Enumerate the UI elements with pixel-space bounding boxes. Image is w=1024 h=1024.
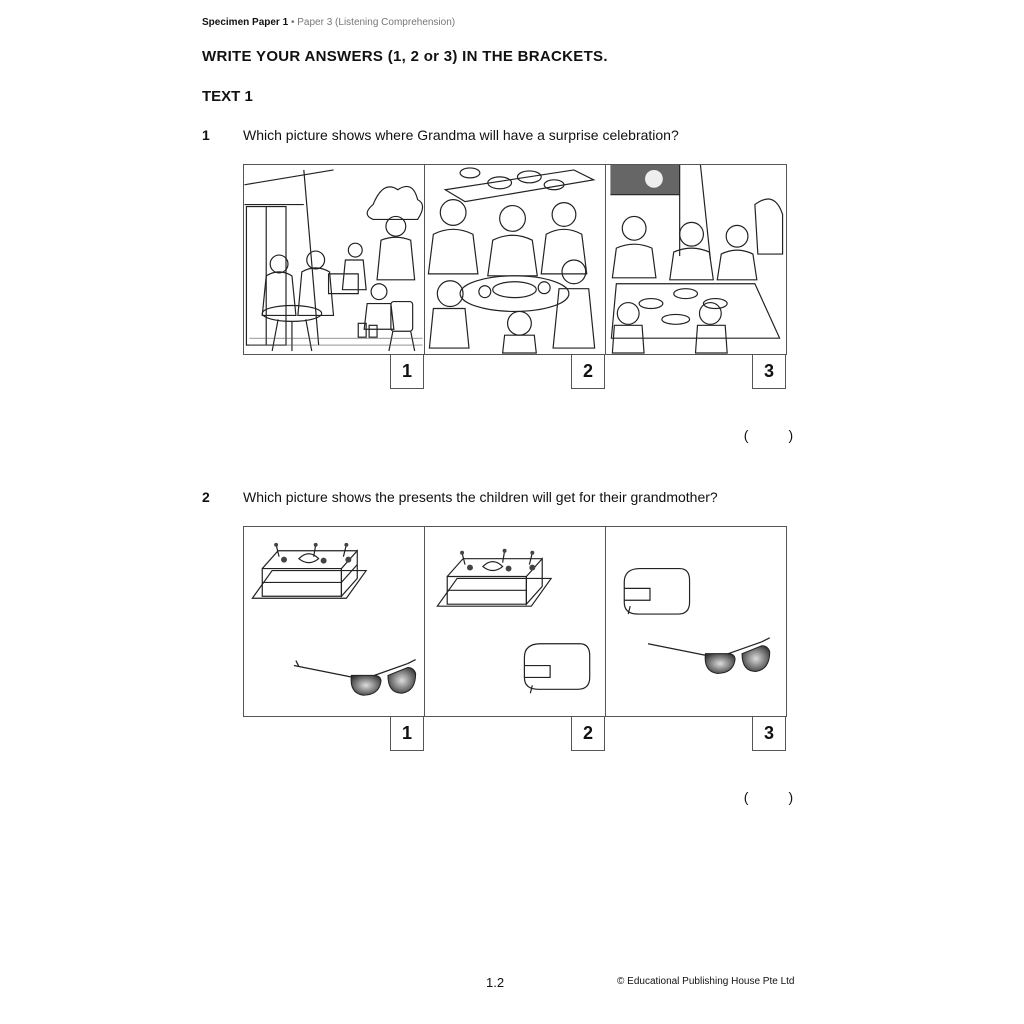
q2-option-2-box[interactable]: 2	[571, 717, 605, 751]
restaurant-scene-icon	[425, 165, 605, 354]
q2-answer-bracket[interactable]	[736, 773, 793, 805]
cake-and-wallet-icon	[425, 527, 605, 716]
q2-picture-2-cake-wallet[interactable]	[425, 527, 606, 743]
question-1-number: 1	[202, 127, 210, 143]
q1-option-2-box[interactable]: 2	[571, 355, 605, 389]
cake-and-sunglasses-icon	[244, 527, 424, 716]
q1-picture-2-restaurant[interactable]	[425, 165, 606, 381]
question-1-pictures	[243, 164, 787, 381]
q1-option-1-box[interactable]: 1	[390, 355, 424, 389]
question-2-text: Which picture shows the presents the children will get for their grandmother?	[243, 489, 718, 505]
q1-picture-3-home-dinner[interactable]	[606, 165, 786, 381]
question-1-text: Which picture shows where Grandma will have a surprise celebration?	[243, 127, 679, 143]
q2-bracket-open: (	[743, 789, 749, 805]
section-label: Paper 3	[297, 17, 333, 28]
q2-picture-1-cake-sunglasses[interactable]	[244, 527, 425, 743]
home-dinner-scene-icon	[606, 165, 786, 354]
copyright-notice: © Educational Publishing House Pte Ltd	[617, 976, 795, 987]
question-2-pictures	[243, 526, 787, 743]
paper-label: Specimen Paper 1	[202, 17, 289, 28]
q1-option-3-box[interactable]: 3	[752, 355, 786, 389]
q1-answer-bracket[interactable]	[736, 411, 793, 443]
q2-option-3-box[interactable]: 3	[752, 717, 786, 751]
wallet-and-sunglasses-icon	[606, 527, 786, 716]
question-2-number: 2	[202, 489, 210, 505]
header-bullet: •	[290, 17, 295, 28]
section-detail: (Listening Comprehension)	[335, 17, 456, 28]
text-label: TEXT 1	[202, 88, 253, 105]
barbecue-scene-icon	[244, 165, 424, 354]
q2-bracket-close: )	[788, 789, 794, 805]
q2-picture-3-wallet-sunglasses[interactable]	[606, 527, 786, 743]
running-header	[202, 17, 455, 28]
q1-bracket-close: )	[788, 427, 794, 443]
q2-option-1-box[interactable]: 1	[390, 717, 424, 751]
instruction-heading: WRITE YOUR ANSWERS (1, 2 or 3) IN THE BRACKETS.	[202, 48, 608, 65]
q1-picture-1-barbecue[interactable]	[244, 165, 425, 381]
page-number: 1.2	[486, 975, 505, 990]
q1-bracket-open: (	[743, 427, 749, 443]
